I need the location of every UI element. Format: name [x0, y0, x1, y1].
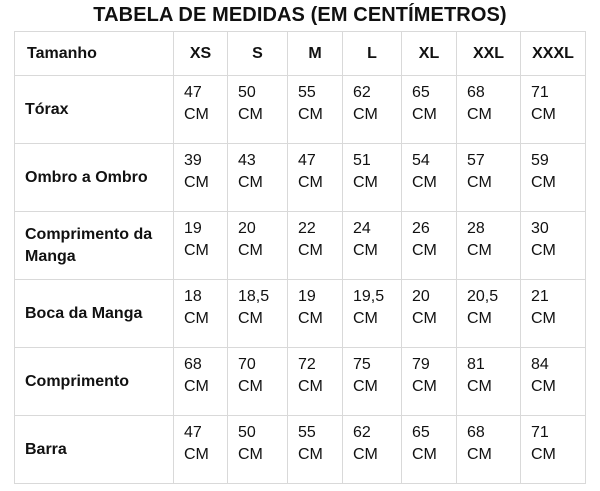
measurement-unit: CM: [353, 378, 378, 395]
table-row: [15, 280, 586, 348]
measurement-unit: CM: [467, 106, 492, 123]
measurement-unit: CM: [412, 242, 437, 259]
measurement-value: 62: [353, 424, 371, 441]
measurement-value: 79: [412, 356, 430, 373]
measurement-value: 18: [184, 288, 202, 305]
measurement-cell: [174, 212, 228, 280]
measurement-cell: [288, 348, 343, 416]
measurement-cell: [343, 212, 402, 280]
measurement-unit: CM: [298, 242, 323, 259]
measurement-unit: CM: [298, 310, 323, 327]
measurement-unit: CM: [531, 378, 556, 395]
measurement-value: 81: [467, 356, 485, 373]
measurement-unit: CM: [467, 446, 492, 463]
measurement-unit: CM: [467, 310, 492, 327]
measurement-cell: [402, 144, 457, 212]
measurement-value: 51: [353, 152, 371, 169]
column-header-xxl: XXL: [457, 32, 521, 76]
measurement-value: 65: [412, 84, 430, 101]
measurement-cell: [174, 76, 228, 144]
row-label: Comprimento da Manga: [15, 212, 174, 280]
measurement-unit: CM: [353, 174, 378, 191]
measurement-unit: CM: [298, 174, 323, 191]
measurement-value: 20,5: [467, 288, 499, 305]
measurement-unit: CM: [238, 378, 263, 395]
measurement-value: 19,5: [353, 288, 385, 305]
measurement-value: 24: [353, 220, 371, 237]
measurement-unit: CM: [238, 242, 263, 259]
measurement-cell: [288, 76, 343, 144]
measurement-unit: CM: [184, 310, 209, 327]
measurement-value: 21: [531, 288, 549, 305]
measurement-cell: [288, 280, 343, 348]
measurement-value: 47: [184, 424, 202, 441]
measurement-cell: [228, 144, 288, 212]
measurement-value: 50: [238, 424, 256, 441]
measurement-cell: [174, 348, 228, 416]
measurement-cell: [457, 280, 521, 348]
measurement-cell: [521, 416, 586, 484]
measurement-cell: [521, 144, 586, 212]
measurement-unit: CM: [353, 106, 378, 123]
measurement-unit: CM: [298, 446, 323, 463]
measurement-value: 19: [184, 220, 202, 237]
measurement-value: 19: [298, 288, 316, 305]
row-label: Tórax: [15, 76, 174, 144]
measurement-unit: CM: [353, 242, 378, 259]
measurement-value: 72: [298, 356, 316, 373]
column-header-xxxl: XXXL: [521, 32, 586, 76]
measurement-value: 57: [467, 152, 485, 169]
column-header-size: Tamanho: [15, 32, 174, 76]
measurement-cell: [457, 76, 521, 144]
measurement-unit: CM: [238, 174, 263, 191]
measurement-cell: [457, 416, 521, 484]
measurement-value: 30: [531, 220, 549, 237]
measurement-unit: CM: [184, 106, 209, 123]
measurement-unit: CM: [531, 174, 556, 191]
measurement-cell: [174, 280, 228, 348]
measurement-value: 26: [412, 220, 430, 237]
measurement-cell: [402, 212, 457, 280]
measurement-cell: [457, 144, 521, 212]
measurement-value: 68: [467, 84, 485, 101]
table-row: [15, 212, 586, 280]
header-row: [15, 32, 586, 76]
measurement-value: 71: [531, 424, 549, 441]
measurement-value: 65: [412, 424, 430, 441]
column-header-xl: XL: [402, 32, 457, 76]
column-header-xs: XS: [174, 32, 228, 76]
measurement-unit: CM: [238, 310, 263, 327]
measurement-value: 55: [298, 424, 316, 441]
measurement-value: 55: [298, 84, 316, 101]
table-row: [15, 144, 586, 212]
measurement-unit: CM: [184, 378, 209, 395]
measurement-value: 50: [238, 84, 256, 101]
column-header-l: L: [343, 32, 402, 76]
measurement-unit: CM: [298, 106, 323, 123]
measurement-value: 70: [238, 356, 256, 373]
measurement-unit: CM: [184, 174, 209, 191]
measurement-unit: CM: [531, 446, 556, 463]
row-label: Comprimento: [15, 348, 174, 416]
measurement-unit: CM: [412, 174, 437, 191]
table-row: [15, 416, 586, 484]
measurement-unit: CM: [467, 242, 492, 259]
measurement-unit: CM: [467, 378, 492, 395]
measurement-value: 22: [298, 220, 316, 237]
measurement-unit: CM: [412, 378, 437, 395]
measurement-cell: [288, 212, 343, 280]
measurement-unit: CM: [238, 446, 263, 463]
measurement-value: 68: [467, 424, 485, 441]
measurement-unit: CM: [531, 106, 556, 123]
measurement-cell: [402, 348, 457, 416]
table-body: [15, 76, 586, 484]
measurement-cell: [174, 144, 228, 212]
measurement-cell: [343, 280, 402, 348]
measurement-cell: [288, 416, 343, 484]
measurement-unit: CM: [531, 310, 556, 327]
measurement-value: 20: [238, 220, 256, 237]
measurement-value: 20: [412, 288, 430, 305]
measurement-value: 39: [184, 152, 202, 169]
measurement-value: 59: [531, 152, 549, 169]
measurement-cell: [521, 348, 586, 416]
measurement-cell: [343, 416, 402, 484]
measurement-cell: [228, 416, 288, 484]
measurement-cell: [228, 280, 288, 348]
measurement-value: 18,5: [238, 288, 270, 305]
measurement-cell: [174, 416, 228, 484]
measurement-cell: [228, 76, 288, 144]
measurement-cell: [521, 76, 586, 144]
measurement-cell: [402, 416, 457, 484]
measurement-unit: CM: [467, 174, 492, 191]
table-row: [15, 348, 586, 416]
measurement-cell: [343, 76, 402, 144]
measurement-cell: [343, 144, 402, 212]
measurement-unit: CM: [353, 446, 378, 463]
measurement-cell: [521, 280, 586, 348]
measurement-cell: [288, 144, 343, 212]
measurement-value: 75: [353, 356, 371, 373]
measurement-cell: [457, 212, 521, 280]
measurement-value: 84: [531, 356, 549, 373]
measurement-value: 43: [238, 152, 256, 169]
measurement-cell: [402, 280, 457, 348]
row-label: Boca da Manga: [15, 280, 174, 348]
column-header-s: S: [228, 32, 288, 76]
measurement-unit: CM: [531, 242, 556, 259]
measurement-cell: [228, 348, 288, 416]
size-chart-table: [14, 31, 586, 484]
measurement-cell: [343, 348, 402, 416]
measurement-unit: CM: [184, 242, 209, 259]
page-title: TABELA DE MEDIDAS (EM CENTÍMETROS): [93, 4, 507, 26]
row-label: Barra: [15, 416, 174, 484]
table-row: [15, 76, 586, 144]
measurement-value: 62: [353, 84, 371, 101]
measurement-unit: CM: [412, 310, 437, 327]
row-label: Ombro a Ombro: [15, 144, 174, 212]
measurement-cell: [228, 212, 288, 280]
measurement-value: 47: [298, 152, 316, 169]
column-header-m: M: [288, 32, 343, 76]
measurement-unit: CM: [238, 106, 263, 123]
measurement-unit: CM: [184, 446, 209, 463]
measurement-value: 71: [531, 84, 549, 101]
measurement-unit: CM: [353, 310, 378, 327]
measurement-value: 47: [184, 84, 202, 101]
measurement-unit: CM: [412, 446, 437, 463]
measurement-unit: CM: [412, 106, 437, 123]
measurement-unit: CM: [298, 378, 323, 395]
measurement-cell: [402, 76, 457, 144]
measurement-value: 28: [467, 220, 485, 237]
measurement-cell: [521, 212, 586, 280]
measurement-cell: [457, 348, 521, 416]
measurement-value: 54: [412, 152, 430, 169]
measurement-value: 68: [184, 356, 202, 373]
